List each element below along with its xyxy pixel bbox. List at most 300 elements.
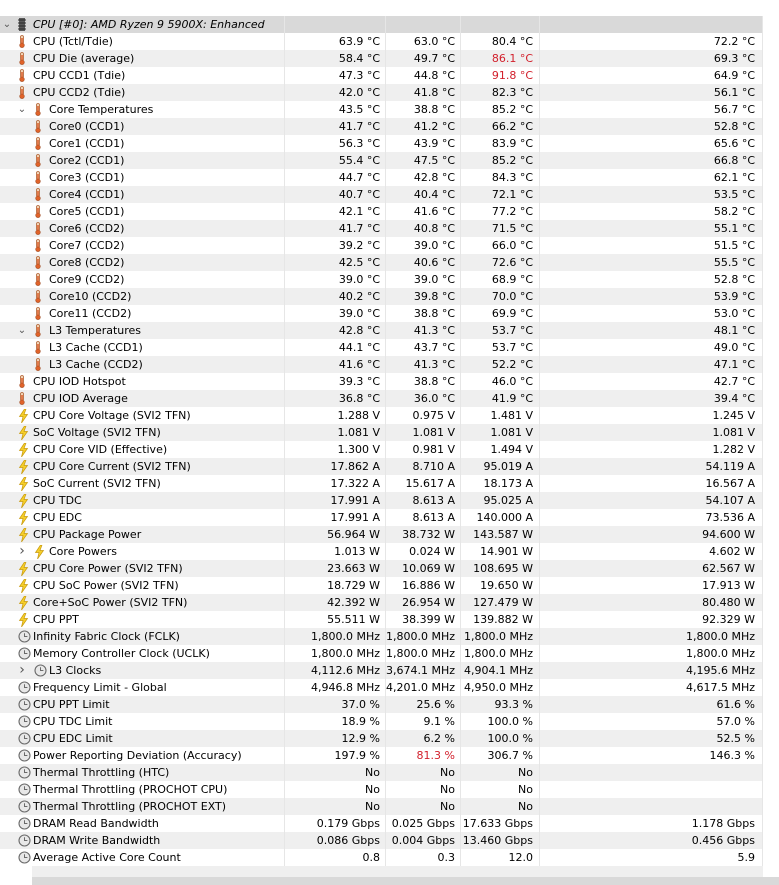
current-value: 40.2 °C: [285, 288, 386, 305]
current-value: 1.300 V: [285, 441, 386, 458]
sensor-label-cell: [0, 373, 285, 390]
sensor-row[interactable]: [0, 832, 779, 849]
sensor-row[interactable]: [0, 271, 779, 288]
sensor-name: CPU Core VID (Effective): [33, 443, 168, 456]
thermometer-icon: [34, 239, 46, 252]
thermometer-icon: [34, 256, 46, 269]
sensor-name: Core9 (CCD2): [49, 273, 125, 286]
sensor-name: CPU IOD Average: [33, 392, 128, 405]
minimum-value: 43.7 °C: [386, 339, 461, 356]
average-value: 61.6 %: [540, 696, 763, 713]
thermometer-icon: [34, 307, 46, 320]
current-value: 23.663 W: [285, 560, 386, 577]
sensor-row[interactable]: [0, 730, 779, 747]
sensor-label-cell: [0, 662, 285, 679]
sensor-name: CPU TDC: [33, 494, 82, 507]
maximum-value: 17.633 Gbps: [461, 815, 540, 832]
sensor-label-cell: [0, 492, 285, 509]
sensor-row[interactable]: [0, 628, 779, 645]
maximum-value: 52.2 °C: [461, 356, 540, 373]
sensor-name: Core+SoC Power (SVI2 TFN): [33, 596, 188, 609]
average-value: 16.567 A: [540, 475, 763, 492]
sensor-row[interactable]: [0, 322, 779, 339]
minimum-value: 41.3 °C: [386, 322, 461, 339]
sensor-name: Core3 (CCD1): [49, 171, 125, 184]
sensor-name: Core6 (CCD2): [49, 222, 125, 235]
sensor-label-cell: [0, 101, 285, 118]
current-value: 17.862 A: [285, 458, 386, 475]
current-value: 1.013 W: [285, 543, 386, 560]
thermometer-icon: [34, 205, 46, 218]
current-value: 37.0 %: [285, 696, 386, 713]
minimum-value: 38.8 °C: [386, 305, 461, 322]
minimum-value: 41.6 °C: [386, 203, 461, 220]
average-value: 65.6 °C: [540, 135, 763, 152]
sensor-row[interactable]: [0, 135, 779, 152]
sensor-row[interactable]: [0, 475, 779, 492]
sensor-name: CPU PPT Limit: [33, 698, 110, 711]
sensor-label-cell: [0, 33, 285, 50]
chevron-down-icon[interactable]: ⌄: [2, 19, 12, 30]
current-value: 17.322 A: [285, 475, 386, 492]
sensor-name: CPU EDC Limit: [33, 732, 113, 745]
sensor-label-cell: [0, 339, 285, 356]
sensor-row[interactable]: [0, 305, 779, 322]
sensor-name: CPU SoC Power (SVI2 TFN): [33, 579, 179, 592]
sensor-row[interactable]: [0, 815, 779, 832]
sensor-row[interactable]: [0, 101, 779, 118]
clock-icon: [34, 664, 46, 677]
sensor-label-cell: [0, 577, 285, 594]
current-value: 55.4 °C: [285, 152, 386, 169]
sensor-label-cell: [0, 747, 285, 764]
group-title: CPU [#0]: AMD Ryzen 9 5900X: Enhanced: [33, 18, 265, 31]
minimum-value: 38.399 W: [386, 611, 461, 628]
average-value: 80.480 W: [540, 594, 763, 611]
sensor-label-cell: [0, 356, 285, 373]
thermometer-icon: [18, 392, 30, 405]
current-value: 40.7 °C: [285, 186, 386, 203]
minimum-value: 41.2 °C: [386, 118, 461, 135]
sensor-name: CPU Die (average): [33, 52, 135, 65]
clock-icon: [18, 834, 30, 847]
thermometer-icon: [34, 154, 46, 167]
minimum-value: 36.0 °C: [386, 390, 461, 407]
sensor-name: CPU (Tctl/Tdie): [33, 35, 113, 48]
clock-icon: [18, 630, 30, 643]
sensor-name: CPU IOD Hotspot: [33, 375, 126, 388]
thermometer-icon: [18, 52, 30, 65]
sensor-row[interactable]: [0, 339, 779, 356]
sensor-label-cell: [0, 509, 285, 526]
minimum-value: 8.710 A: [386, 458, 461, 475]
average-value: 55.1 °C: [540, 220, 763, 237]
sensor-label-cell: [0, 798, 285, 815]
sensor-row[interactable]: [0, 424, 779, 441]
sensor-name: Memory Controller Clock (UCLK): [33, 647, 210, 660]
sensor-label-cell: [0, 288, 285, 305]
average-value: 72.2 °C: [540, 33, 763, 50]
sensor-name: CPU Core Power (SVI2 TFN): [33, 562, 183, 575]
sensor-row[interactable]: [0, 50, 779, 67]
clock-icon: [18, 732, 30, 745]
sensor-label-cell: [0, 441, 285, 458]
sensor-label-cell: [0, 271, 285, 288]
sensor-name: Core7 (CCD2): [49, 239, 125, 252]
current-value: 1.081 V: [285, 424, 386, 441]
maximum-value: 306.7 %: [461, 747, 540, 764]
minimum-value: 44.8 °C: [386, 67, 461, 84]
sensor-row[interactable]: [0, 747, 779, 764]
sensor-name: Core10 (CCD2): [49, 290, 132, 303]
sensor-label-cell: [0, 50, 285, 67]
maximum-value: 53.7 °C: [461, 339, 540, 356]
chevron-down-icon[interactable]: ⌄: [17, 325, 27, 336]
sensor-name: CPU EDC: [33, 511, 82, 524]
lightning-icon: [18, 613, 30, 626]
maximum-value: 80.4 °C: [461, 33, 540, 50]
thermometer-icon: [34, 273, 46, 286]
chevron-right-icon[interactable]: ›: [19, 543, 25, 559]
thermometer-icon: [34, 222, 46, 235]
current-value: 56.964 W: [285, 526, 386, 543]
clock-icon: [18, 851, 30, 864]
clock-icon: [18, 817, 30, 830]
current-value: 4,112.6 MHz: [285, 662, 386, 679]
minimum-value: No: [386, 764, 461, 781]
maximum-value: 86.1 °C: [461, 50, 540, 67]
average-value: [540, 781, 763, 798]
thermometer-icon: [34, 290, 46, 303]
sensor-row[interactable]: [0, 849, 779, 866]
sensor-label-cell: [0, 832, 285, 849]
current-value: 42.5 °C: [285, 254, 386, 271]
sensor-row[interactable]: [0, 798, 779, 815]
sensor-label-cell: [0, 390, 285, 407]
sensor-name: CPU Core Current (SVI2 TFN): [33, 460, 191, 473]
sensor-row[interactable]: [0, 118, 779, 135]
maximum-value: 4,950.0 MHz: [461, 679, 540, 696]
average-value: 73.536 A: [540, 509, 763, 526]
sensor-label-cell: [0, 305, 285, 322]
lightning-icon: [18, 409, 30, 422]
average-value: 53.9 °C: [540, 288, 763, 305]
average-value: 92.329 W: [540, 611, 763, 628]
thermometer-icon: [18, 375, 30, 388]
current-value: 0.086 Gbps: [285, 832, 386, 849]
average-value: 52.8 °C: [540, 271, 763, 288]
current-value: No: [285, 798, 386, 815]
maximum-value: 46.0 °C: [461, 373, 540, 390]
maximum-value: 108.695 W: [461, 560, 540, 577]
average-value: 39.4 °C: [540, 390, 763, 407]
average-value: 58.2 °C: [540, 203, 763, 220]
average-value: 1.245 V: [540, 407, 763, 424]
current-value: 39.2 °C: [285, 237, 386, 254]
average-value: 42.7 °C: [540, 373, 763, 390]
sensor-label-cell: [0, 628, 285, 645]
sensor-row[interactable]: [0, 254, 779, 271]
group-header-row[interactable]: [0, 16, 779, 33]
sensor-label-cell: [0, 84, 285, 101]
minimum-value: 16.886 W: [386, 577, 461, 594]
sensor-row[interactable]: [0, 407, 779, 424]
thermometer-icon: [34, 171, 46, 184]
minimum-value: No: [386, 798, 461, 815]
sensor-name: CPU PPT: [33, 613, 79, 626]
maximum-value: 143.587 W: [461, 526, 540, 543]
sensor-row[interactable]: [0, 679, 779, 696]
sensor-name: Core1 (CCD1): [49, 137, 125, 150]
average-value: [540, 798, 763, 815]
sensor-row[interactable]: [0, 781, 779, 798]
sensor-row[interactable]: [0, 696, 779, 713]
current-value: 44.7 °C: [285, 169, 386, 186]
clock-icon: [18, 681, 30, 694]
current-value: 56.3 °C: [285, 135, 386, 152]
minimum-value: 0.975 V: [386, 407, 461, 424]
sensor-row[interactable]: [0, 67, 779, 84]
sensor-row[interactable]: [0, 288, 779, 305]
current-value: 1,800.0 MHz: [285, 628, 386, 645]
lightning-icon: [18, 460, 30, 473]
maximum-value: No: [461, 764, 540, 781]
sensor-label-cell: [0, 526, 285, 543]
current-value: 18.9 %: [285, 713, 386, 730]
current-value: 43.5 °C: [285, 101, 386, 118]
clock-icon: [18, 715, 30, 728]
minimum-value: 40.6 °C: [386, 254, 461, 271]
sensor-name: Thermal Throttling (PROCHOT CPU): [33, 783, 228, 796]
sensor-row[interactable]: [0, 526, 779, 543]
maximum-value: 95.025 A: [461, 492, 540, 509]
clock-icon: [18, 749, 30, 762]
chevron-down-icon[interactable]: ⌄: [17, 104, 27, 115]
average-value: 1.282 V: [540, 441, 763, 458]
sensor-row[interactable]: [0, 713, 779, 730]
maximum-value: 72.6 °C: [461, 254, 540, 271]
current-value: 55.511 W: [285, 611, 386, 628]
average-value: 62.567 W: [540, 560, 763, 577]
sensor-name: DRAM Write Bandwidth: [33, 834, 161, 847]
lightning-icon: [18, 562, 30, 575]
sensor-label-cell: [0, 730, 285, 747]
sensor-label-cell: [0, 543, 285, 560]
thermometer-icon: [18, 35, 30, 48]
sensor-name: SoC Voltage (SVI2 TFN): [33, 426, 161, 439]
sensor-label-cell: [0, 475, 285, 492]
current-value: 1,800.0 MHz: [285, 645, 386, 662]
horizontal-scrollbar[interactable]: [0, 877, 779, 885]
clock-icon: [18, 783, 30, 796]
maximum-value: 100.0 %: [461, 730, 540, 747]
sensor-row[interactable]: [0, 577, 779, 594]
average-value: 4,617.5 MHz: [540, 679, 763, 696]
lightning-icon: [18, 596, 30, 609]
average-value: 1.081 V: [540, 424, 763, 441]
average-value: 146.3 %: [540, 747, 763, 764]
minimum-value: 39.8 °C: [386, 288, 461, 305]
sensor-row[interactable]: [0, 543, 779, 560]
minimum-value: 8.613 A: [386, 509, 461, 526]
average-value: 56.1 °C: [540, 84, 763, 101]
sensor-label-cell: [0, 611, 285, 628]
lightning-icon: [18, 579, 30, 592]
maximum-value: 1,800.0 MHz: [461, 628, 540, 645]
average-value: 52.5 %: [540, 730, 763, 747]
maximum-value: 69.9 °C: [461, 305, 540, 322]
current-value: 42.1 °C: [285, 203, 386, 220]
average-value: 1,800.0 MHz: [540, 645, 763, 662]
maximum-value: 4,904.1 MHz: [461, 662, 540, 679]
sensor-row[interactable]: [0, 84, 779, 101]
sensor-name: Core2 (CCD1): [49, 154, 125, 167]
chip-icon: [18, 18, 30, 31]
sensor-row[interactable]: [0, 152, 779, 169]
sensor-name: Thermal Throttling (PROCHOT EXT): [33, 800, 227, 813]
sensor-label-cell: [0, 135, 285, 152]
minimum-value: 38.8 °C: [386, 101, 461, 118]
minimum-value: 41.3 °C: [386, 356, 461, 373]
thermometer-icon: [34, 358, 46, 371]
current-value: 12.9 %: [285, 730, 386, 747]
maximum-value: 12.0: [461, 849, 540, 866]
average-value: 62.1 °C: [540, 169, 763, 186]
minimum-value: 81.3 %: [386, 747, 461, 764]
maximum-value: 41.9 °C: [461, 390, 540, 407]
minimum-value: 1.081 V: [386, 424, 461, 441]
average-value: 54.119 A: [540, 458, 763, 475]
sensor-row[interactable]: [0, 764, 779, 781]
sensor-row[interactable]: [0, 390, 779, 407]
sensor-label-cell: [0, 815, 285, 832]
maximum-value: 83.9 °C: [461, 135, 540, 152]
maximum-value: 72.1 °C: [461, 186, 540, 203]
current-value: No: [285, 764, 386, 781]
minimum-value: 47.5 °C: [386, 152, 461, 169]
maximum-value: 71.5 °C: [461, 220, 540, 237]
clock-icon: [18, 800, 30, 813]
minimum-value: 43.9 °C: [386, 135, 461, 152]
maximum-value: 66.0 °C: [461, 237, 540, 254]
sensor-name: L3 Clocks: [49, 664, 102, 677]
average-value: 4,195.6 MHz: [540, 662, 763, 679]
sensor-row[interactable]: [0, 662, 779, 679]
average-value: 69.3 °C: [540, 50, 763, 67]
sensor-row[interactable]: [0, 611, 779, 628]
current-value: 39.0 °C: [285, 305, 386, 322]
average-value: [540, 764, 763, 781]
minimum-value: 8.613 A: [386, 492, 461, 509]
sensor-row[interactable]: [0, 594, 779, 611]
sensor-label-cell: [0, 169, 285, 186]
average-value: 47.1 °C: [540, 356, 763, 373]
thermometer-icon: [34, 188, 46, 201]
sensor-row[interactable]: [0, 441, 779, 458]
minimum-value: 3,674.1 MHz: [386, 662, 461, 679]
chevron-right-icon[interactable]: ›: [19, 662, 25, 678]
minimum-value: 40.4 °C: [386, 186, 461, 203]
current-value: 4,946.8 MHz: [285, 679, 386, 696]
sensor-name: Core4 (CCD1): [49, 188, 125, 201]
current-value: 42.8 °C: [285, 322, 386, 339]
sensor-label-cell: [0, 679, 285, 696]
maximum-value: No: [461, 798, 540, 815]
sensor-row[interactable]: [0, 458, 779, 475]
sensor-row[interactable]: [0, 186, 779, 203]
sensor-row[interactable]: [0, 356, 779, 373]
sensor-row[interactable]: [0, 203, 779, 220]
sensor-row[interactable]: [0, 492, 779, 509]
sensor-row[interactable]: [0, 645, 779, 662]
current-value: 44.1 °C: [285, 339, 386, 356]
sensor-row[interactable]: [0, 560, 779, 577]
sensor-name: L3 Cache (CCD1): [49, 341, 143, 354]
sensor-label-cell: [0, 203, 285, 220]
maximum-value: 84.3 °C: [461, 169, 540, 186]
lightning-icon: [18, 477, 30, 490]
average-value: 64.9 °C: [540, 67, 763, 84]
current-value: 47.3 °C: [285, 67, 386, 84]
thermometer-icon: [34, 103, 46, 116]
clock-icon: [18, 766, 30, 779]
sensor-row[interactable]: [0, 373, 779, 390]
lightning-icon: [18, 443, 30, 456]
current-value: 17.991 A: [285, 509, 386, 526]
sensor-name: Core Temperatures: [49, 103, 154, 116]
minimum-value: 0.024 W: [386, 543, 461, 560]
maximum-value: 1.481 V: [461, 407, 540, 424]
sensor-row[interactable]: [0, 237, 779, 254]
maximum-value: 139.882 W: [461, 611, 540, 628]
current-value: 0.8: [285, 849, 386, 866]
sensor-label-cell: [0, 713, 285, 730]
maximum-value: 91.8 °C: [461, 67, 540, 84]
sensor-row[interactable]: [0, 509, 779, 526]
empty-row: [32, 866, 763, 877]
sensor-name: Power Reporting Deviation (Accuracy): [33, 749, 242, 762]
current-value: 41.6 °C: [285, 356, 386, 373]
current-value: 41.7 °C: [285, 220, 386, 237]
maximum-value: 85.2 °C: [461, 101, 540, 118]
thermometer-icon: [18, 69, 30, 82]
sensor-label-cell: [0, 254, 285, 271]
maximum-value: No: [461, 781, 540, 798]
maximum-value: 68.9 °C: [461, 271, 540, 288]
sensor-row[interactable]: [0, 33, 779, 50]
minimum-value: 49.7 °C: [386, 50, 461, 67]
average-value: 1,800.0 MHz: [540, 628, 763, 645]
sensor-name: Infinity Fabric Clock (FCLK): [33, 630, 180, 643]
maximum-value: 82.3 °C: [461, 84, 540, 101]
thermometer-icon: [34, 341, 46, 354]
sensor-name: CPU CCD2 (Tdie): [33, 86, 126, 99]
sensor-name: Core11 (CCD2): [49, 307, 132, 320]
thermometer-icon: [34, 120, 46, 133]
sensor-row[interactable]: [0, 220, 779, 237]
sensor-row[interactable]: [0, 169, 779, 186]
clock-icon: [18, 698, 30, 711]
maximum-value: 1,800.0 MHz: [461, 645, 540, 662]
minimum-value: 0.004 Gbps: [386, 832, 461, 849]
minimum-value: 1,800.0 MHz: [386, 645, 461, 662]
sensor-label-cell: [0, 220, 285, 237]
current-value: 63.9 °C: [285, 33, 386, 50]
maximum-value: 14.901 W: [461, 543, 540, 560]
average-value: 48.1 °C: [540, 322, 763, 339]
minimum-value: 9.1 %: [386, 713, 461, 730]
average-value: 52.8 °C: [540, 118, 763, 135]
